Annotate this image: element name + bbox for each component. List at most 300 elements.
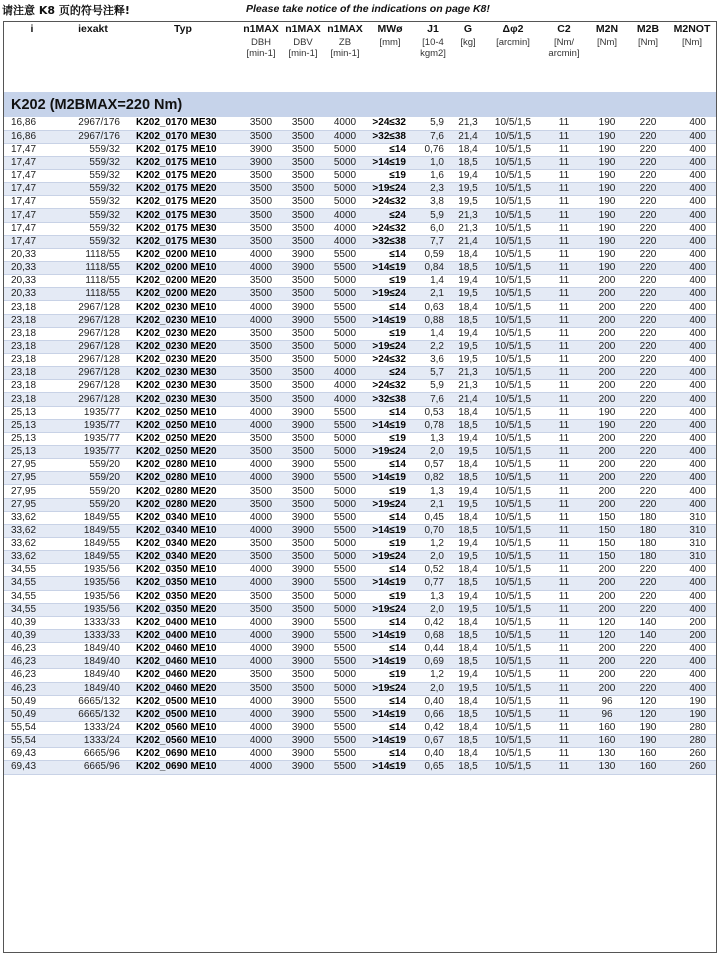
cell-n1max-dbv: 3500 xyxy=(282,498,324,511)
cell-n1max-dbv: 3500 xyxy=(282,340,324,353)
cell-g: 19,5 xyxy=(452,354,484,367)
cell-dphi2: 10/5/1,5 xyxy=(484,590,542,603)
cell-mw: ≤19 xyxy=(366,590,414,603)
cell-j1: 5,9 xyxy=(414,380,452,393)
column-header-unit: DBV xyxy=(293,37,313,48)
table-row xyxy=(4,380,716,393)
table-row xyxy=(4,117,716,130)
cell-c2: 11 xyxy=(542,695,586,708)
cell-n1max-zb: 5500 xyxy=(324,459,366,472)
cell-m2not: 190 xyxy=(668,695,716,708)
cell-m2not: 200 xyxy=(668,616,716,629)
cell-m2not: 400 xyxy=(668,314,716,327)
cell-m2n: 200 xyxy=(586,380,628,393)
cell-j1: 2,1 xyxy=(414,288,452,301)
cell-n1max-zb: 5000 xyxy=(324,354,366,367)
cell-dphi2: 10/5/1,5 xyxy=(484,222,542,235)
cell-n1max-zb: 5000 xyxy=(324,275,366,288)
cell-j1: 5,9 xyxy=(414,117,452,130)
cell-n1max-dbh: 3500 xyxy=(240,603,282,616)
cell-dphi2: 10/5/1,5 xyxy=(484,248,542,261)
cell-n1max-dbh: 3500 xyxy=(240,235,282,248)
cell-m2b: 220 xyxy=(628,393,668,406)
cell-m2n: 200 xyxy=(586,590,628,603)
column-header-unit: [min-1] xyxy=(330,48,360,59)
cell-m2n: 200 xyxy=(586,288,628,301)
cell-dphi2: 10/5/1,5 xyxy=(484,682,542,695)
cell-typ: K202_0175 ME20 xyxy=(126,183,240,196)
cell-iexakt: 2967/128 xyxy=(60,380,126,393)
cell-c2: 11 xyxy=(542,367,586,380)
cell-n1max-dbv: 3500 xyxy=(282,380,324,393)
table-row xyxy=(4,538,716,551)
cell-i: 55,54 xyxy=(4,721,60,734)
cell-typ: K202_0500 ME10 xyxy=(126,695,240,708)
cell-n1max-zb: 5500 xyxy=(324,248,366,261)
cell-g: 19,5 xyxy=(452,446,484,459)
cell-n1max-zb: 4000 xyxy=(324,130,366,143)
cell-n1max-dbv: 3500 xyxy=(282,209,324,222)
cell-mw: >14≤19 xyxy=(366,419,414,432)
table-row xyxy=(4,419,716,432)
cell-i: 33,62 xyxy=(4,524,60,537)
cell-i: 50,49 xyxy=(4,695,60,708)
cell-iexakt: 559/32 xyxy=(60,156,126,169)
cell-i: 34,55 xyxy=(4,603,60,616)
cell-g: 21,4 xyxy=(452,393,484,406)
cell-typ: K202_0175 ME30 xyxy=(126,222,240,235)
cell-iexakt: 2967/176 xyxy=(60,117,126,130)
cell-i: 25,13 xyxy=(4,446,60,459)
cell-c2: 11 xyxy=(542,235,586,248)
cell-mw: >19≤24 xyxy=(366,340,414,353)
cell-c2: 11 xyxy=(542,288,586,301)
cell-j1: 0,42 xyxy=(414,616,452,629)
cell-n1max-dbv: 3500 xyxy=(282,143,324,156)
table-row xyxy=(4,340,716,353)
cell-m2b: 220 xyxy=(628,656,668,669)
cell-n1max-zb: 5000 xyxy=(324,551,366,564)
cell-iexakt: 1935/56 xyxy=(60,564,126,577)
cell-c2: 11 xyxy=(542,222,586,235)
cell-typ: K202_0690 ME10 xyxy=(126,748,240,761)
cell-n1max-dbv: 3500 xyxy=(282,590,324,603)
table-row xyxy=(4,721,716,734)
cell-m2not: 400 xyxy=(668,248,716,261)
cell-n1max-dbh: 3500 xyxy=(240,446,282,459)
cell-mw: >19≤24 xyxy=(366,288,414,301)
cell-c2: 11 xyxy=(542,183,586,196)
cell-mw: >32≤38 xyxy=(366,393,414,406)
cell-m2b: 220 xyxy=(628,340,668,353)
cell-n1max-dbv: 3900 xyxy=(282,472,324,485)
cell-mw: >14≤19 xyxy=(366,708,414,721)
cell-i: 55,54 xyxy=(4,735,60,748)
cell-mw: >24≤32 xyxy=(366,117,414,130)
cell-typ: K202_0350 ME10 xyxy=(126,564,240,577)
cell-c2: 11 xyxy=(542,196,586,209)
cell-m2b: 220 xyxy=(628,682,668,695)
cell-c2: 11 xyxy=(542,643,586,656)
cell-j1: 1,2 xyxy=(414,538,452,551)
column-header-unit: [min-1] xyxy=(288,48,318,59)
cell-i: 69,43 xyxy=(4,761,60,774)
table-row xyxy=(4,275,716,288)
cell-j1: 2,0 xyxy=(414,551,452,564)
cell-m2n: 200 xyxy=(586,577,628,590)
cell-dphi2: 10/5/1,5 xyxy=(484,524,542,537)
table-row xyxy=(4,314,716,327)
cell-j1: 0,69 xyxy=(414,656,452,669)
cell-i: 33,62 xyxy=(4,551,60,564)
cell-j1: 0,84 xyxy=(414,262,452,275)
cell-m2not: 400 xyxy=(668,196,716,209)
cell-n1max-dbv: 3900 xyxy=(282,524,324,537)
table-row xyxy=(4,643,716,656)
cell-typ: K202_0250 ME20 xyxy=(126,446,240,459)
cell-j1: 0,66 xyxy=(414,708,452,721)
cell-n1max-dbv: 3900 xyxy=(282,748,324,761)
cell-typ: K202_0460 ME20 xyxy=(126,682,240,695)
cell-mw: ≤14 xyxy=(366,564,414,577)
cell-m2n: 200 xyxy=(586,459,628,472)
cell-m2n: 150 xyxy=(586,551,628,564)
cell-n1max-zb: 4000 xyxy=(324,209,366,222)
cell-j1: 0,70 xyxy=(414,524,452,537)
cell-m2not: 400 xyxy=(668,419,716,432)
cell-m2n: 190 xyxy=(586,222,628,235)
table-row xyxy=(4,432,716,445)
cell-typ: K202_0175 ME20 xyxy=(126,196,240,209)
cell-m2not: 400 xyxy=(668,498,716,511)
cell-m2not: 400 xyxy=(668,156,716,169)
cell-i: 23,18 xyxy=(4,327,60,340)
cell-m2b: 190 xyxy=(628,735,668,748)
column-header-label: M2B xyxy=(636,23,660,35)
cell-g: 19,4 xyxy=(452,669,484,682)
cell-typ: K202_0170 ME30 xyxy=(126,117,240,130)
cell-n1max-zb: 5500 xyxy=(324,708,366,721)
cell-m2n: 200 xyxy=(586,472,628,485)
cell-iexakt: 1118/55 xyxy=(60,288,126,301)
table-row xyxy=(4,511,716,524)
cell-typ: K202_0170 ME30 xyxy=(126,130,240,143)
cell-typ: K202_0340 ME10 xyxy=(126,524,240,537)
cell-dphi2: 10/5/1,5 xyxy=(484,603,542,616)
cell-g: 18,5 xyxy=(452,735,484,748)
cell-n1max-dbv: 3900 xyxy=(282,301,324,314)
cell-c2: 11 xyxy=(542,143,586,156)
cell-c2: 11 xyxy=(542,538,586,551)
column-header-typ xyxy=(126,22,240,92)
cell-c2: 11 xyxy=(542,117,586,130)
cell-n1max-zb: 5500 xyxy=(324,564,366,577)
cell-n1max-zb: 5000 xyxy=(324,327,366,340)
cell-m2not: 400 xyxy=(668,209,716,222)
data-body xyxy=(4,117,716,774)
cell-n1max-dbh: 3500 xyxy=(240,340,282,353)
cell-g: 18,4 xyxy=(452,301,484,314)
cell-mw: >32≤38 xyxy=(366,235,414,248)
cell-i: 16,86 xyxy=(4,130,60,143)
cell-m2not: 400 xyxy=(668,564,716,577)
cell-j1: 0,67 xyxy=(414,735,452,748)
cell-m2n: 200 xyxy=(586,432,628,445)
cell-n1max-zb: 5500 xyxy=(324,735,366,748)
cell-n1max-zb: 5500 xyxy=(324,656,366,669)
cell-iexakt: 559/32 xyxy=(60,183,126,196)
cell-m2b: 220 xyxy=(628,301,668,314)
cell-iexakt: 559/32 xyxy=(60,196,126,209)
cell-m2not: 280 xyxy=(668,735,716,748)
cell-j1: 1,2 xyxy=(414,669,452,682)
cell-mw: ≤24 xyxy=(366,209,414,222)
cell-mw: ≤14 xyxy=(366,721,414,734)
cell-n1max-dbh: 3500 xyxy=(240,209,282,222)
cell-typ: K202_0175 ME30 xyxy=(126,209,240,222)
cell-n1max-dbh: 4000 xyxy=(240,616,282,629)
cell-i: 17,47 xyxy=(4,222,60,235)
cell-g: 19,5 xyxy=(452,183,484,196)
cell-iexakt: 1849/40 xyxy=(60,643,126,656)
column-header-label: M2NOT xyxy=(673,23,711,35)
cell-c2: 11 xyxy=(542,708,586,721)
cell-dphi2: 10/5/1,5 xyxy=(484,209,542,222)
cell-m2b: 220 xyxy=(628,459,668,472)
cell-iexakt: 2967/128 xyxy=(60,354,126,367)
cell-n1max-zb: 5500 xyxy=(324,643,366,656)
cell-c2: 11 xyxy=(542,472,586,485)
cell-j1: 0,52 xyxy=(414,564,452,577)
cell-j1: 0,44 xyxy=(414,643,452,656)
cell-c2: 11 xyxy=(542,551,586,564)
cell-dphi2: 10/5/1,5 xyxy=(484,498,542,511)
cell-j1: 2,0 xyxy=(414,446,452,459)
cell-n1max-dbh: 4000 xyxy=(240,748,282,761)
cell-typ: K202_0460 ME10 xyxy=(126,656,240,669)
cell-n1max-dbv: 3500 xyxy=(282,446,324,459)
cell-j1: 2,1 xyxy=(414,498,452,511)
cell-mw: >24≤32 xyxy=(366,380,414,393)
cell-i: 20,33 xyxy=(4,275,60,288)
cell-m2b: 220 xyxy=(628,472,668,485)
cell-j1: 1,4 xyxy=(414,327,452,340)
cell-c2: 11 xyxy=(542,459,586,472)
cell-dphi2: 10/5/1,5 xyxy=(484,577,542,590)
cell-iexakt: 2967/128 xyxy=(60,393,126,406)
cell-n1max-dbv: 3900 xyxy=(282,511,324,524)
column-header-label: n1MAX xyxy=(327,23,363,35)
cell-mw: ≤14 xyxy=(366,143,414,156)
cell-i: 27,95 xyxy=(4,498,60,511)
cell-n1max-dbh: 4000 xyxy=(240,314,282,327)
cell-m2b: 220 xyxy=(628,235,668,248)
cell-m2b: 220 xyxy=(628,498,668,511)
cell-m2not: 400 xyxy=(668,669,716,682)
cell-m2n: 190 xyxy=(586,248,628,261)
cell-m2b: 220 xyxy=(628,117,668,130)
cell-i: 16,86 xyxy=(4,117,60,130)
cell-m2not: 400 xyxy=(668,643,716,656)
cell-m2b: 220 xyxy=(628,248,668,261)
cell-n1max-zb: 5000 xyxy=(324,170,366,183)
cell-i: 34,55 xyxy=(4,577,60,590)
cell-i: 27,95 xyxy=(4,485,60,498)
cell-iexakt: 559/20 xyxy=(60,485,126,498)
cell-n1max-dbv: 3500 xyxy=(282,130,324,143)
cell-mw: ≤14 xyxy=(366,406,414,419)
cell-m2not: 400 xyxy=(668,459,716,472)
cell-typ: K202_0250 ME20 xyxy=(126,432,240,445)
table-row xyxy=(4,485,716,498)
cell-m2b: 220 xyxy=(628,643,668,656)
cell-i: 25,13 xyxy=(4,406,60,419)
cell-c2: 11 xyxy=(542,393,586,406)
table-row xyxy=(4,472,716,485)
cell-i: 33,62 xyxy=(4,511,60,524)
cell-m2not: 400 xyxy=(668,590,716,603)
cell-dphi2: 10/5/1,5 xyxy=(484,143,542,156)
cell-g: 21,3 xyxy=(452,367,484,380)
cell-m2not: 400 xyxy=(668,367,716,380)
cell-c2: 11 xyxy=(542,314,586,327)
cell-mw: ≤19 xyxy=(366,275,414,288)
cell-n1max-dbv: 3900 xyxy=(282,248,324,261)
cell-mw: ≤14 xyxy=(366,695,414,708)
cell-j1: 6,0 xyxy=(414,222,452,235)
cell-dphi2: 10/5/1,5 xyxy=(484,459,542,472)
cell-n1max-dbv: 3900 xyxy=(282,616,324,629)
cell-n1max-dbv: 3500 xyxy=(282,393,324,406)
cell-c2: 11 xyxy=(542,156,586,169)
cell-m2not: 310 xyxy=(668,551,716,564)
cell-m2b: 220 xyxy=(628,156,668,169)
cell-iexakt: 559/32 xyxy=(60,222,126,235)
cell-m2n: 200 xyxy=(586,643,628,656)
cell-j1: 1,3 xyxy=(414,590,452,603)
cell-m2b: 220 xyxy=(628,209,668,222)
cell-n1max-dbv: 3900 xyxy=(282,656,324,669)
column-header-unit: arcmin] xyxy=(548,48,580,59)
cell-n1max-zb: 4000 xyxy=(324,235,366,248)
cell-n1max-dbv: 3900 xyxy=(282,735,324,748)
table-row xyxy=(4,603,716,616)
cell-m2n: 200 xyxy=(586,327,628,340)
cell-iexakt: 6665/96 xyxy=(60,761,126,774)
cell-n1max-zb: 5500 xyxy=(324,314,366,327)
cell-m2b: 220 xyxy=(628,669,668,682)
cell-typ: K202_0200 ME10 xyxy=(126,262,240,275)
cell-iexakt: 1333/33 xyxy=(60,629,126,642)
cell-typ: K202_0560 ME10 xyxy=(126,721,240,734)
cell-m2not: 400 xyxy=(668,432,716,445)
cell-mw: ≤14 xyxy=(366,248,414,261)
cell-n1max-zb: 5000 xyxy=(324,669,366,682)
table-row xyxy=(4,235,716,248)
cell-m2b: 220 xyxy=(628,367,668,380)
cell-typ: K202_0460 ME20 xyxy=(126,669,240,682)
cell-m2b: 190 xyxy=(628,721,668,734)
column-header-unit: [Nm] xyxy=(681,37,703,48)
cell-m2not: 400 xyxy=(668,340,716,353)
cell-g: 21,3 xyxy=(452,380,484,393)
cell-typ: K202_0280 ME10 xyxy=(126,472,240,485)
column-header-label: G xyxy=(463,23,473,35)
cell-n1max-dbh: 3500 xyxy=(240,196,282,209)
cell-n1max-dbv: 3500 xyxy=(282,551,324,564)
cell-m2b: 140 xyxy=(628,616,668,629)
cell-m2b: 220 xyxy=(628,577,668,590)
cell-n1max-dbh: 4000 xyxy=(240,406,282,419)
cell-n1max-dbh: 3500 xyxy=(240,275,282,288)
cell-mw: ≤19 xyxy=(366,170,414,183)
cell-iexakt: 1935/77 xyxy=(60,432,126,445)
table-row xyxy=(4,196,716,209)
cell-typ: K202_0560 ME10 xyxy=(126,735,240,748)
cell-n1max-dbv: 3500 xyxy=(282,485,324,498)
cell-m2b: 220 xyxy=(628,314,668,327)
section-title: K202 (M2BMAX=220 Nm) xyxy=(4,92,716,117)
cell-n1max-dbh: 4000 xyxy=(240,643,282,656)
table-row xyxy=(4,616,716,629)
cell-m2not: 280 xyxy=(668,721,716,734)
cell-m2b: 220 xyxy=(628,354,668,367)
cell-m2b: 220 xyxy=(628,262,668,275)
cell-n1max-dbh: 3500 xyxy=(240,498,282,511)
cell-n1max-dbh: 3500 xyxy=(240,551,282,564)
cell-c2: 11 xyxy=(542,301,586,314)
column-header-unit: [Nm/ xyxy=(553,37,575,48)
cell-n1max-dbv: 3900 xyxy=(282,721,324,734)
cell-m2n: 130 xyxy=(586,748,628,761)
cell-mw: >14≤19 xyxy=(366,761,414,774)
cell-n1max-dbv: 3500 xyxy=(282,432,324,445)
table-row xyxy=(4,248,716,261)
cell-i: 20,33 xyxy=(4,248,60,261)
cell-n1max-dbv: 3500 xyxy=(282,156,324,169)
cell-m2n: 160 xyxy=(586,721,628,734)
cell-m2not: 310 xyxy=(668,538,716,551)
cell-n1max-zb: 5000 xyxy=(324,196,366,209)
cell-dphi2: 10/5/1,5 xyxy=(484,551,542,564)
cell-dphi2: 10/5/1,5 xyxy=(484,695,542,708)
table-row xyxy=(4,367,716,380)
cell-iexakt: 559/20 xyxy=(60,498,126,511)
column-header-i xyxy=(4,22,60,92)
cell-m2n: 200 xyxy=(586,656,628,669)
cell-n1max-dbh: 3900 xyxy=(240,156,282,169)
cell-g: 19,4 xyxy=(452,275,484,288)
cell-n1max-dbh: 3500 xyxy=(240,538,282,551)
cell-j1: 0,63 xyxy=(414,301,452,314)
column-header-c2 xyxy=(542,22,586,92)
cell-typ: K202_0400 ME10 xyxy=(126,616,240,629)
cell-m2n: 190 xyxy=(586,406,628,419)
cell-iexakt: 2967/128 xyxy=(60,301,126,314)
cell-n1max-zb: 5500 xyxy=(324,577,366,590)
cell-typ: K202_0400 ME10 xyxy=(126,629,240,642)
cell-n1max-zb: 5500 xyxy=(324,301,366,314)
cell-mw: >14≤19 xyxy=(366,314,414,327)
cell-m2n: 150 xyxy=(586,511,628,524)
cell-g: 18,4 xyxy=(452,564,484,577)
cell-typ: K202_0350 ME20 xyxy=(126,603,240,616)
header-row xyxy=(4,22,716,92)
cell-dphi2: 10/5/1,5 xyxy=(484,419,542,432)
table-row xyxy=(4,327,716,340)
cell-m2n: 190 xyxy=(586,117,628,130)
column-header-n1max-dbh xyxy=(240,22,282,92)
